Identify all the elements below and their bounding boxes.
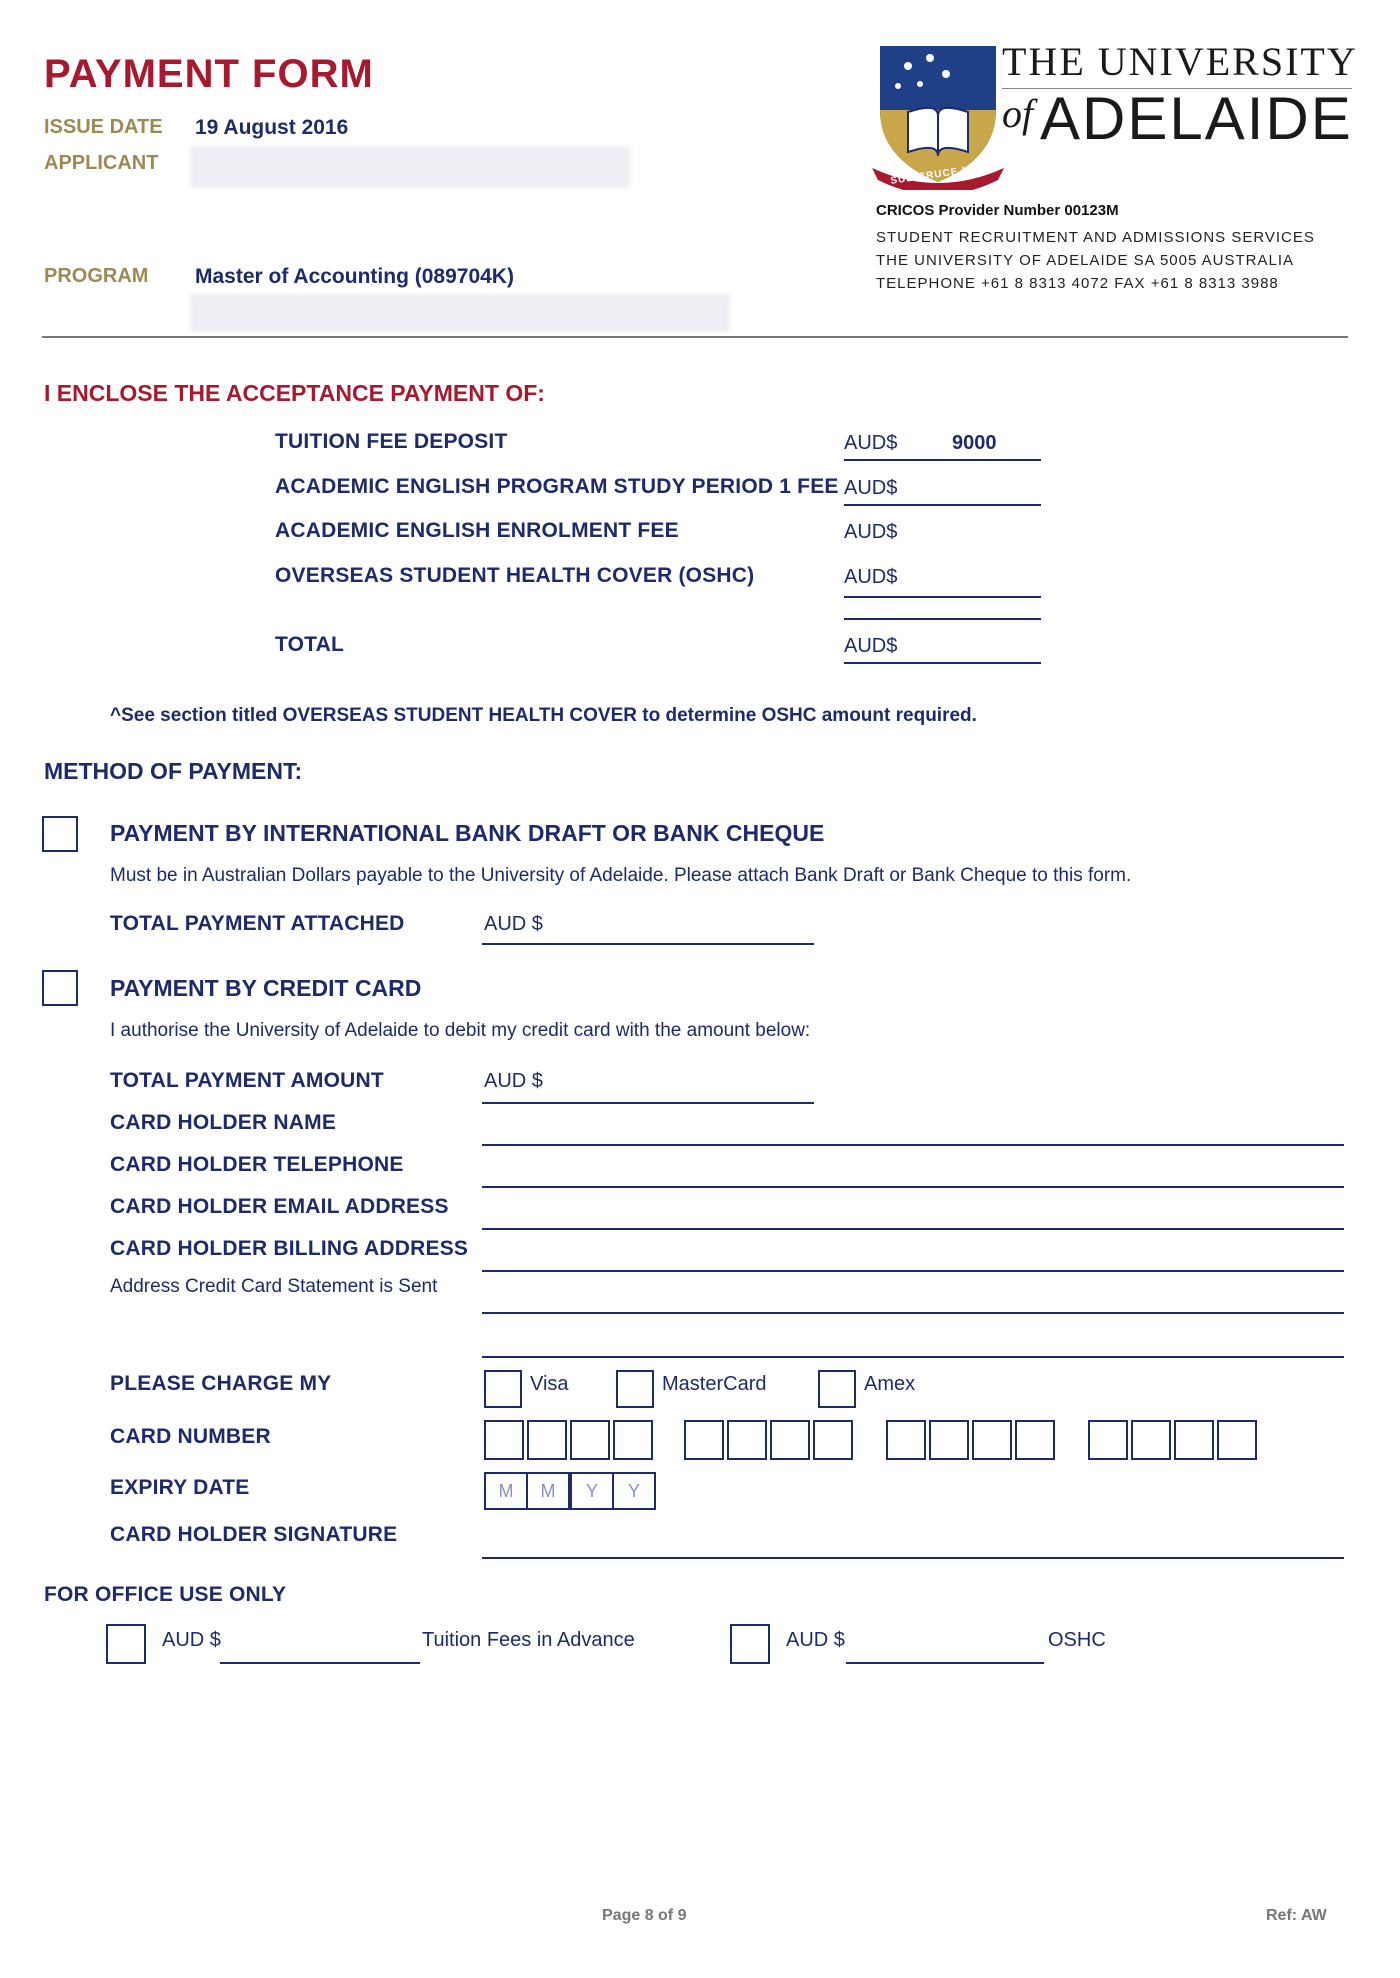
total-currency: AUD$ — [844, 635, 898, 657]
card-digit-box[interactable] — [484, 1420, 524, 1460]
bank-draft-desc: Must be in Australian Dollars payable to the University of Adelaide. Please attach Bank Draft or Bank Cheque to this form. — [110, 865, 1132, 886]
bank-total-currency: AUD $ — [484, 913, 543, 935]
card-holder-billing-line[interactable] — [482, 1270, 1344, 1272]
mastercard-label: MasterCard — [662, 1373, 767, 1395]
office-oshc-line[interactable] — [846, 1662, 1044, 1664]
page-number: Page 8 of 9 — [602, 1907, 687, 1924]
card-holder-phone-label: CARD HOLDER TELEPHONE — [110, 1153, 404, 1176]
card-total-label: TOTAL PAYMENT AMOUNT — [110, 1069, 384, 1092]
address-line-3: TELEPHONE +61 8 8313 4072 FAX +61 8 8313 3988 — [876, 275, 1279, 292]
card-digit-box[interactable] — [929, 1420, 969, 1460]
program-details-redacted — [190, 294, 730, 332]
office-tuition-line[interactable] — [220, 1662, 420, 1664]
method-heading: METHOD OF PAYMENT: — [44, 758, 303, 784]
office-tuition-label: Tuition Fees in Advance — [422, 1629, 635, 1651]
reference: Ref: AW — [1266, 1907, 1327, 1924]
bank-draft-checkbox[interactable] — [42, 816, 78, 852]
card-digit-box[interactable] — [770, 1420, 810, 1460]
cricos-number: CRICOS Provider Number 00123M — [876, 202, 1119, 219]
office-tuition-checkbox[interactable] — [106, 1624, 146, 1664]
signature-line[interactable] — [482, 1557, 1344, 1559]
item-label-tuition: TUITION FEE DEPOSIT — [275, 430, 508, 453]
bank-total-label: TOTAL PAYMENT ATTACHED — [110, 912, 405, 935]
item-label-oshc: OVERSEAS STUDENT HEALTH COVER (OSHC) — [275, 564, 755, 587]
card-digit-box[interactable] — [1174, 1420, 1214, 1460]
card-number-label: CARD NUMBER — [110, 1425, 271, 1448]
header-divider — [42, 336, 1348, 338]
university-motto: SUB CRUCE LUMEN — [889, 160, 1003, 187]
card-holder-name-line[interactable] — [482, 1144, 1344, 1146]
mastercard-checkbox[interactable] — [616, 1370, 654, 1408]
card-digit-box[interactable] — [1015, 1420, 1055, 1460]
office-oshc-currency: AUD $ — [786, 1629, 845, 1651]
credit-card-title: PAYMENT BY CREDIT CARD — [110, 975, 422, 1001]
item-currency-ae-enrolment: AUD$ — [844, 521, 898, 543]
card-digit-box[interactable] — [1088, 1420, 1128, 1460]
credit-card-desc: I authorise the University of Adelaide to debit my credit card with the amount below: — [110, 1020, 811, 1041]
item-line-tuition — [844, 459, 1041, 461]
address-line-2: THE UNIVERSITY OF ADELAIDE SA 5005 AUSTRALIA — [876, 252, 1295, 269]
total-line[interactable] — [844, 662, 1041, 664]
item-label-ae-fee: ACADEMIC ENGLISH PROGRAM STUDY PERIOD 1 FEE — [275, 475, 839, 498]
visa-checkbox[interactable] — [484, 1370, 522, 1408]
university-name-line2: ADELAIDE — [1040, 85, 1353, 152]
subtotal-line — [844, 618, 1041, 620]
office-use-heading: FOR OFFICE USE ONLY — [44, 1583, 287, 1606]
card-digit-box[interactable] — [813, 1420, 853, 1460]
amex-checkbox[interactable] — [818, 1370, 856, 1408]
card-total-line[interactable] — [482, 1102, 814, 1104]
form-title: PAYMENT FORM — [44, 52, 374, 96]
item-currency-ae-fee: AUD$ — [844, 477, 898, 499]
item-line-ae-fee[interactable] — [844, 504, 1041, 506]
item-currency-oshc: AUD$ — [844, 566, 898, 588]
address-line-1: STUDENT RECRUITMENT AND ADMISSIONS SERVICES — [876, 229, 1315, 246]
bank-draft-title: PAYMENT BY INTERNATIONAL BANK DRAFT OR BANK CHEQUE — [110, 820, 825, 846]
total-label: TOTAL — [275, 633, 345, 656]
program-value: Master of Accounting (089704K) — [195, 265, 514, 288]
expiry-year-2[interactable]: Y — [612, 1472, 656, 1510]
item-value-tuition[interactable]: 9000 — [952, 432, 997, 454]
card-holder-billing-label: CARD HOLDER BILLING ADDRESS — [110, 1237, 469, 1260]
card-digit-box[interactable] — [972, 1420, 1012, 1460]
charge-my-label: PLEASE CHARGE MY — [110, 1372, 332, 1395]
expiry-month-2[interactable]: M — [526, 1472, 570, 1510]
office-tuition-currency: AUD $ — [162, 1629, 221, 1651]
card-digit-box[interactable] — [613, 1420, 653, 1460]
office-oshc-label: OSHC — [1048, 1629, 1106, 1651]
program-label: PROGRAM — [44, 265, 149, 287]
card-holder-name-label: CARD HOLDER NAME — [110, 1111, 337, 1134]
card-holder-email-line[interactable] — [482, 1228, 1344, 1230]
card-holder-phone-line[interactable] — [482, 1186, 1344, 1188]
card-digit-box[interactable] — [570, 1420, 610, 1460]
visa-label: Visa — [530, 1373, 569, 1395]
bank-total-line[interactable] — [482, 943, 814, 945]
billing-address-line-2[interactable] — [482, 1312, 1344, 1314]
expiry-month-1[interactable]: M — [484, 1472, 528, 1510]
signature-label: CARD HOLDER SIGNATURE — [110, 1523, 398, 1546]
billing-address-note: Address Credit Card Statement is Sent — [110, 1276, 438, 1297]
expiry-year-1[interactable]: Y — [570, 1472, 614, 1510]
card-digit-box[interactable] — [527, 1420, 567, 1460]
office-oshc-checkbox[interactable] — [730, 1624, 770, 1664]
issue-date-value: 19 August 2016 — [195, 116, 349, 139]
card-holder-email-label: CARD HOLDER EMAIL ADDRESS — [110, 1195, 449, 1218]
acceptance-heading: I ENCLOSE THE ACCEPTANCE PAYMENT OF: — [44, 380, 545, 406]
card-digit-box[interactable] — [1131, 1420, 1171, 1460]
card-digit-box[interactable] — [727, 1420, 767, 1460]
university-name-of: of — [1002, 91, 1034, 136]
item-currency-tuition: AUD$ — [844, 432, 898, 454]
item-line-oshc[interactable] — [844, 596, 1041, 598]
expiry-date-label: EXPIRY DATE — [110, 1476, 250, 1499]
applicant-label: APPLICANT — [44, 152, 159, 174]
issue-date-label: ISSUE DATE — [44, 116, 163, 138]
amex-label: Amex — [864, 1373, 916, 1395]
university-name-line1: THE UNIVERSITY — [1002, 39, 1358, 84]
applicant-redacted — [190, 146, 630, 188]
billing-address-line-3[interactable] — [482, 1356, 1344, 1358]
card-digit-box[interactable] — [684, 1420, 724, 1460]
card-total-currency: AUD $ — [484, 1070, 543, 1092]
oshc-note: ^See section titled OVERSEAS STUDENT HEALTH COVER to determine OSHC amount required. — [110, 705, 977, 726]
card-digit-box[interactable] — [1217, 1420, 1257, 1460]
card-digit-box[interactable] — [886, 1420, 926, 1460]
credit-card-checkbox[interactable] — [42, 970, 78, 1006]
item-label-ae-enrolment: ACADEMIC ENGLISH ENROLMENT FEE — [275, 519, 679, 542]
